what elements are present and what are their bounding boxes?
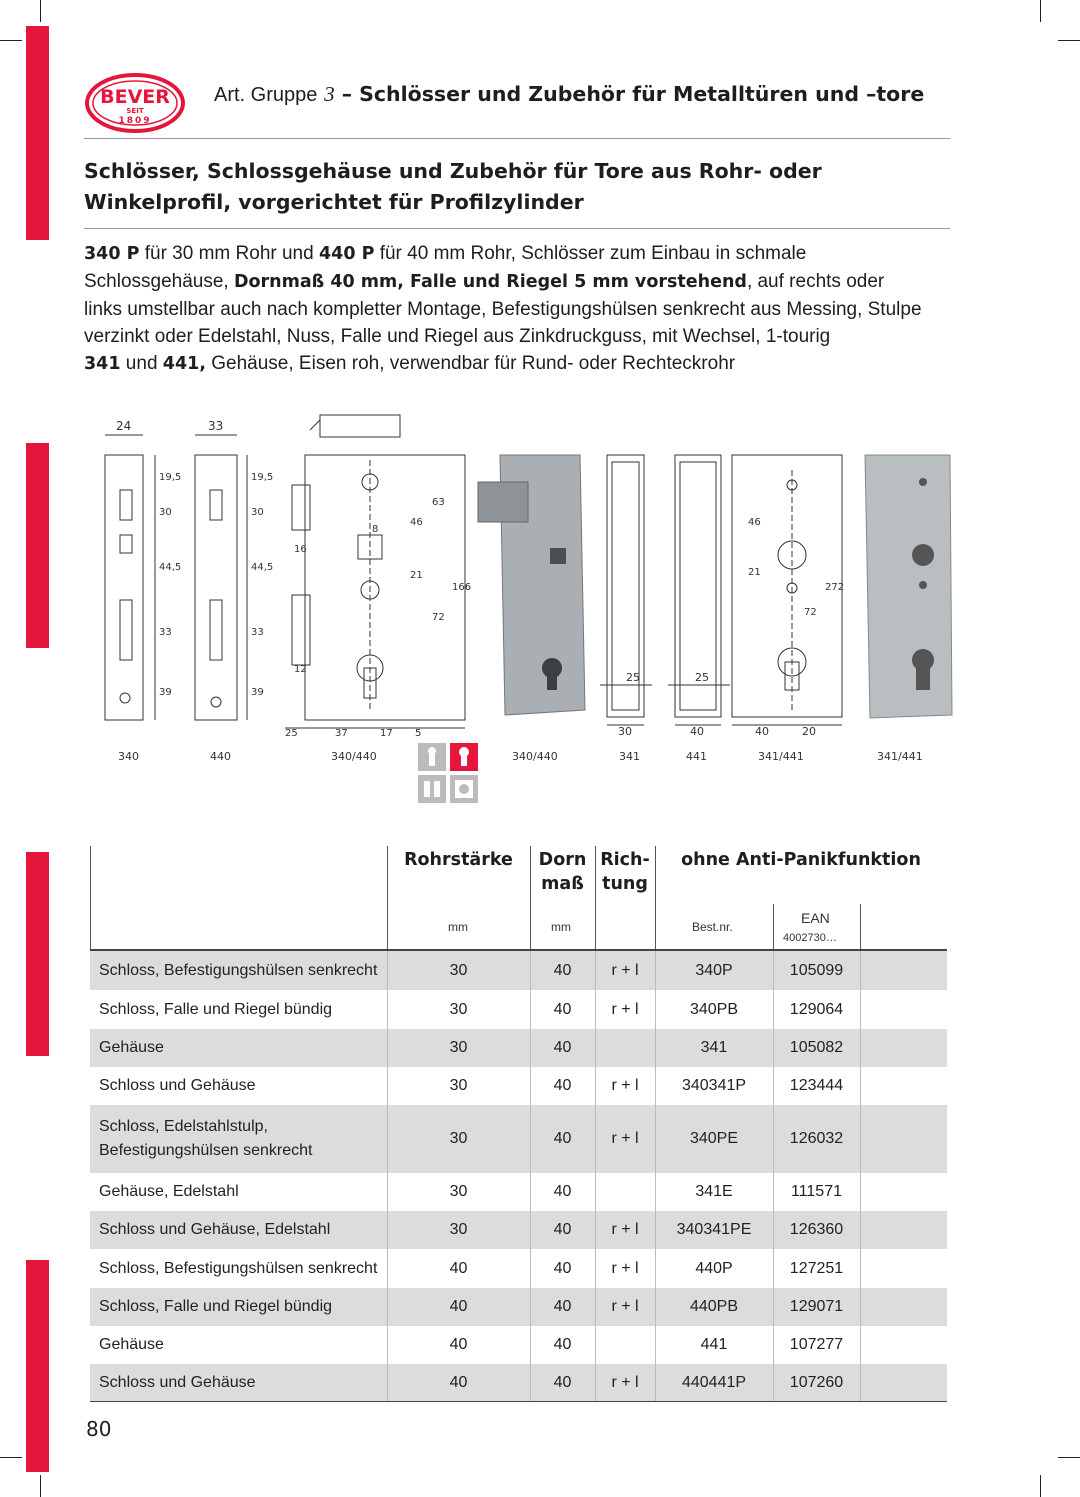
table-header (90, 846, 947, 950)
desc-bold: Dornmaß 40 mm, Falle und Riegel 5 mm vorstehend (234, 272, 747, 292)
table-divider (387, 1067, 388, 1105)
description-text: Schloss, Edelstahlstulp, (99, 1118, 268, 1135)
crop-mark (1058, 40, 1080, 41)
unit-ean-prefix: 4002730… (783, 932, 837, 944)
cell-bestnr: 341E (695, 1183, 733, 1200)
unit-rohr: mm (448, 920, 468, 934)
table-divider (387, 1029, 388, 1067)
cell-bestnr: 440441P (681, 1374, 747, 1391)
description-line (84, 268, 964, 296)
unit-ean: EAN (801, 910, 830, 926)
dim-label: 40 (755, 725, 769, 738)
cell-ean: 123444 (789, 1077, 844, 1094)
dim-label: 33 (159, 627, 172, 638)
table-row (90, 951, 947, 990)
cell-rohrstaerke: 40 (449, 1298, 468, 1315)
table-divider (530, 1067, 531, 1105)
cell-ean: 105082 (789, 1039, 844, 1056)
header-prefix: Art. Gruppe (214, 84, 318, 106)
table-divider (387, 1211, 388, 1249)
desc-text: Schlossgehäuse, (84, 271, 234, 292)
description-text: Schloss und Gehäuse (99, 1374, 256, 1391)
red-tab (26, 1260, 49, 1472)
table-divider (773, 1029, 774, 1067)
dim-label: 19,5 (159, 472, 182, 483)
cell-richtung: r + l (611, 961, 639, 979)
table-divider (860, 1249, 861, 1288)
drawing-lock-body (285, 415, 471, 739)
dim-label: 39 (159, 687, 172, 698)
description-text: Schloss und Gehäuse, Edelstahl (99, 1221, 331, 1238)
table-row (90, 1029, 947, 1067)
cell-bestnr: 340P (695, 961, 733, 979)
table-divider (595, 1326, 596, 1364)
cell-bestnr: 340PB (689, 1000, 739, 1018)
cell-richtung: r + l (611, 1298, 639, 1315)
table-divider (860, 951, 861, 990)
lock-photo (478, 455, 585, 715)
drawing-caption: 340/440 (512, 750, 558, 763)
description-text: Schloss, Falle und Riegel bündig (99, 1000, 333, 1018)
red-tab (26, 443, 49, 648)
red-tab (26, 26, 49, 240)
desc-text: und (120, 353, 163, 374)
cell-description (99, 1173, 239, 1211)
cell-dornmass: 40 (553, 961, 572, 979)
table-divider (595, 1173, 596, 1211)
description-text: Befestigungshülsen senkrecht (99, 1142, 313, 1159)
crop-mark (1058, 1457, 1080, 1458)
table-divider (860, 1067, 861, 1105)
red-tab (26, 852, 49, 1056)
dim-label: 24 (116, 419, 132, 433)
cell-ean: 127251 (789, 1259, 844, 1277)
table-divider (655, 951, 656, 990)
cell-description (99, 1326, 164, 1364)
cell-ean: 126032 (789, 1130, 844, 1147)
cell-richtung: r + l (611, 1221, 639, 1238)
table-divider (860, 1364, 861, 1402)
table-divider (773, 1326, 774, 1364)
table-divider (773, 1288, 774, 1326)
section-title-line: Schlösser, Schlossgehäuse und Zubehör für Tore aus Rohr- oder (84, 159, 822, 183)
cell-richtung: r + l (611, 1130, 639, 1147)
model-441: 441, (162, 354, 206, 374)
dim-label: 5 (415, 728, 422, 739)
cell-dornmass: 40 (553, 1039, 572, 1056)
description-text: Schloss, Falle und Riegel bündig (99, 1298, 333, 1315)
section-rule (84, 228, 950, 229)
cell-ean: 107260 (789, 1374, 844, 1391)
dim-label: 21 (410, 570, 423, 581)
cell-description (99, 1029, 164, 1067)
header-group: 3 (324, 82, 335, 106)
section-title (84, 156, 822, 218)
logo-year: 1809 (118, 116, 152, 126)
unit-bestnr: Best.nr. (692, 920, 733, 934)
housing-photo (865, 455, 952, 718)
cell-rohrstaerke: 30 (449, 1130, 468, 1147)
dim-label: 25 (285, 728, 298, 739)
table-divider (773, 1364, 774, 1402)
header-richtung-1: Rich- (600, 850, 650, 870)
cell-richtung (595, 1173, 655, 1211)
header-title (214, 82, 924, 107)
table-row (90, 1173, 947, 1211)
dim-label: 39 (251, 687, 264, 698)
header-richtung-2: tung (602, 874, 648, 894)
dim-label: 272 (825, 582, 845, 593)
header-dornmass-2: maß (541, 874, 584, 894)
table-divider (530, 1211, 531, 1249)
desc-text: für 40 mm Rohr, Schlösser zum Einbau in schmale (374, 243, 807, 264)
table-divider (773, 1173, 774, 1211)
table-divider (773, 951, 774, 990)
cell-dornmass: 40 (553, 1298, 572, 1315)
drawing-341-housing (600, 455, 652, 738)
table-row (90, 990, 947, 1029)
table-divider (595, 990, 596, 1029)
cell-description (99, 1249, 377, 1288)
table-divider (860, 1288, 861, 1326)
description-line: links umstellbar auch nach kompletter Montage, Befestigungshülsen senkrecht aus Messing, Stulpe (84, 299, 922, 320)
dim-label: 46 (410, 517, 423, 528)
cell-description (99, 990, 332, 1029)
table-divider (860, 904, 861, 950)
table-divider (530, 1364, 531, 1402)
cell-bestnr: 340341PE (676, 1221, 752, 1238)
table-divider (860, 1211, 861, 1249)
cell-description (99, 1105, 312, 1173)
cell-bestnr: 341 (700, 1039, 728, 1056)
cell-rohrstaerke: 30 (449, 961, 468, 979)
table-divider (773, 990, 774, 1029)
table-divider (860, 1029, 861, 1067)
section-title-line: Winkelprofil, vorgerichtet für Profilzylinder (84, 190, 584, 214)
table-divider (530, 1105, 531, 1173)
dim-label: 63 (432, 497, 445, 508)
cell-rohrstaerke: 30 (449, 1077, 468, 1094)
description-line (84, 350, 964, 378)
table-divider (387, 1288, 388, 1326)
description-line (84, 240, 964, 268)
dim-label: 21 (748, 567, 761, 578)
table-divider (530, 1249, 531, 1288)
cell-rohrstaerke: 40 (449, 1374, 468, 1391)
description-text: Gehäuse (99, 1336, 164, 1353)
cell-ean: 129064 (789, 1000, 844, 1018)
cell-bestnr: 441 (700, 1336, 728, 1353)
table-divider (655, 1067, 656, 1105)
cell-rohrstaerke: 40 (449, 1336, 468, 1353)
dim-label: 16 (294, 544, 307, 555)
dim-label: 30 (618, 725, 632, 738)
cell-ean: 111571 (790, 1183, 842, 1200)
desc-text: , auf rechts oder (746, 271, 885, 292)
drawing-caption: 341/441 (877, 750, 923, 763)
cell-bestnr: 340PE (689, 1130, 739, 1147)
table-divider (90, 846, 91, 950)
dim-label: 72 (804, 607, 817, 618)
model-340p: 340 P (84, 244, 140, 264)
cell-richtung: r + l (611, 1077, 639, 1094)
description-line: verzinkt oder Edelstahl, Nuss, Falle und Riegel aus Zinkdruckguss, mit Wechsel, 1-tourig (84, 326, 831, 347)
cell-ean: 129071 (789, 1298, 844, 1315)
table-divider (655, 1029, 656, 1067)
model-341: 341 (84, 354, 121, 374)
table-divider (595, 1249, 596, 1288)
table-divider (387, 990, 388, 1029)
table-row (90, 1364, 947, 1402)
cell-rohrstaerke: 40 (449, 1259, 468, 1277)
crop-mark (40, 0, 41, 22)
table-divider (387, 1173, 388, 1211)
table-divider (860, 1105, 861, 1173)
crop-mark (1040, 1475, 1041, 1497)
table-divider (655, 1105, 656, 1173)
cell-ean: 126360 (789, 1221, 844, 1238)
header-rule (84, 138, 950, 139)
table-divider (860, 1173, 861, 1211)
table-divider (860, 1326, 861, 1364)
cell-rohrstaerke: 30 (449, 1183, 468, 1200)
table-divider (595, 1288, 596, 1326)
table-divider (595, 1105, 596, 1173)
crop-mark (0, 1457, 22, 1458)
cell-description (99, 1067, 256, 1105)
table-divider (773, 1105, 774, 1173)
drawing-441-housing (668, 455, 730, 738)
description-text: Gehäuse, Edelstahl (99, 1183, 239, 1200)
model-440p: 440 P (318, 244, 375, 264)
cell-bestnr: 440PB (689, 1298, 739, 1315)
table-divider (655, 1211, 656, 1249)
cell-bestnr: 340341P (681, 1077, 747, 1094)
dim-label: 44,5 (251, 562, 274, 573)
drawing-caption: 341/441 (758, 750, 804, 763)
page-number: 80 (86, 1417, 112, 1441)
table-row (90, 1211, 947, 1249)
cell-richtung (595, 1029, 655, 1067)
product-description (84, 240, 964, 378)
table-row (90, 1105, 947, 1173)
pictogram-icons (418, 743, 480, 805)
description-text: Gehäuse (99, 1039, 164, 1056)
unit-dorn: mm (551, 920, 571, 934)
table-divider (773, 904, 774, 950)
drawing-440-faceplate (195, 419, 273, 720)
table-divider (595, 1364, 596, 1402)
header-text: – Schlösser und Zubehör für Metalltüren und –tore (334, 82, 925, 106)
crop-mark (0, 40, 22, 41)
cell-dornmass: 40 (553, 1259, 572, 1277)
cell-dornmass: 40 (553, 1183, 572, 1200)
table-divider (655, 1173, 656, 1211)
table-divider (387, 1105, 388, 1173)
cell-rohrstaerke: 30 (449, 1221, 468, 1238)
dim-label: 25 (695, 671, 709, 684)
table-divider (530, 1173, 531, 1211)
dim-label: 40 (690, 725, 704, 738)
table-row (90, 1288, 947, 1326)
cell-dornmass: 40 (553, 1374, 572, 1391)
table-divider (387, 1326, 388, 1364)
cell-dornmass: 40 (553, 1336, 572, 1353)
table-bottom-rule (90, 1401, 947, 1402)
table-divider (773, 1249, 774, 1288)
table-divider (595, 1029, 596, 1067)
cell-richtung: r + l (611, 1000, 639, 1018)
dim-label: 12 (294, 664, 307, 675)
dim-label: 44,5 (159, 562, 182, 573)
drawing-340-faceplate (105, 419, 181, 720)
table-divider (387, 1364, 388, 1402)
table-divider (655, 1326, 656, 1364)
table-divider (655, 990, 656, 1029)
table-row (90, 1326, 947, 1364)
cell-ean: 105099 (789, 961, 844, 979)
dim-label: 19,5 (251, 472, 274, 483)
table-divider (530, 1029, 531, 1067)
table-row (90, 1249, 947, 1288)
cell-richtung: r + l (611, 1374, 639, 1391)
drawing-caption: 340/440 (331, 750, 377, 763)
dim-label: 25 (626, 671, 640, 684)
dim-label: 33 (208, 419, 224, 433)
description-text: Schloss, Befestigungshülsen senkrecht (99, 961, 378, 979)
drawing-caption: 440 (210, 750, 231, 763)
logo-seit: SEIT (126, 107, 144, 115)
drawing-caption: 341 (619, 750, 640, 763)
drawing-caption: 441 (686, 750, 707, 763)
table-divider (595, 1211, 596, 1249)
logo-brand: BEVER (100, 86, 170, 108)
table-divider (595, 1067, 596, 1105)
dim-label: 20 (802, 725, 816, 738)
cell-description (99, 1211, 330, 1249)
technical-drawings (80, 410, 960, 740)
header-dornmass-1: Dorn (538, 850, 587, 870)
description-text: Schloss, Befestigungshülsen senkrecht (99, 1259, 378, 1277)
table-divider (387, 951, 388, 990)
dim-label: 30 (251, 507, 264, 518)
dim-label: 17 (380, 728, 393, 739)
table-divider (387, 1249, 388, 1288)
drawing-caption: 340 (118, 750, 139, 763)
dim-label: 30 (159, 507, 172, 518)
header-ohne-antipanik: ohne Anti-Panikfunktion (681, 850, 921, 870)
crop-mark (1040, 0, 1041, 22)
cell-richtung: r + l (611, 1259, 639, 1277)
header-rohrstaerke: Rohrstärke (404, 850, 513, 870)
cell-richtung (595, 1326, 655, 1364)
cell-dornmass: 40 (553, 1221, 572, 1238)
table-divider (530, 1326, 531, 1364)
desc-text: für 30 mm Rohr und (139, 243, 319, 264)
cell-dornmass: 40 (553, 1077, 572, 1094)
table-divider (595, 951, 596, 990)
table-row (90, 1067, 947, 1105)
desc-text: Gehäuse, Eisen roh, verwendbar für Rund- oder Rechteckrohr (205, 353, 736, 374)
drawing-341-441-front (732, 455, 844, 738)
cell-dornmass: 40 (553, 1000, 572, 1018)
table-divider (655, 1364, 656, 1402)
table-divider (530, 951, 531, 990)
dim-label: 46 (748, 517, 761, 528)
dim-label: 37 (335, 728, 348, 739)
table-divider (530, 990, 531, 1029)
cell-ean: 107277 (789, 1336, 844, 1353)
cell-bestnr: 440P (695, 1259, 733, 1277)
dim-label: 8 (372, 524, 379, 535)
table-divider (655, 1288, 656, 1326)
description-text: Schloss und Gehäuse (99, 1077, 256, 1094)
crop-mark (40, 1475, 41, 1497)
cell-rohrstaerke: 30 (449, 1000, 468, 1018)
cell-description (99, 951, 377, 990)
dim-label: 33 (251, 627, 264, 638)
dim-label: 166 (452, 582, 472, 593)
cell-rohrstaerke: 30 (449, 1039, 468, 1056)
cell-dornmass: 40 (553, 1130, 572, 1147)
table-divider (773, 1067, 774, 1105)
table-divider (773, 1211, 774, 1249)
cell-description (99, 1364, 256, 1402)
table-divider (530, 1288, 531, 1326)
table-divider (860, 990, 861, 1029)
dim-label: 72 (432, 612, 445, 623)
cell-description (99, 1288, 332, 1326)
table-divider (655, 1249, 656, 1288)
bever-logo (84, 72, 186, 134)
